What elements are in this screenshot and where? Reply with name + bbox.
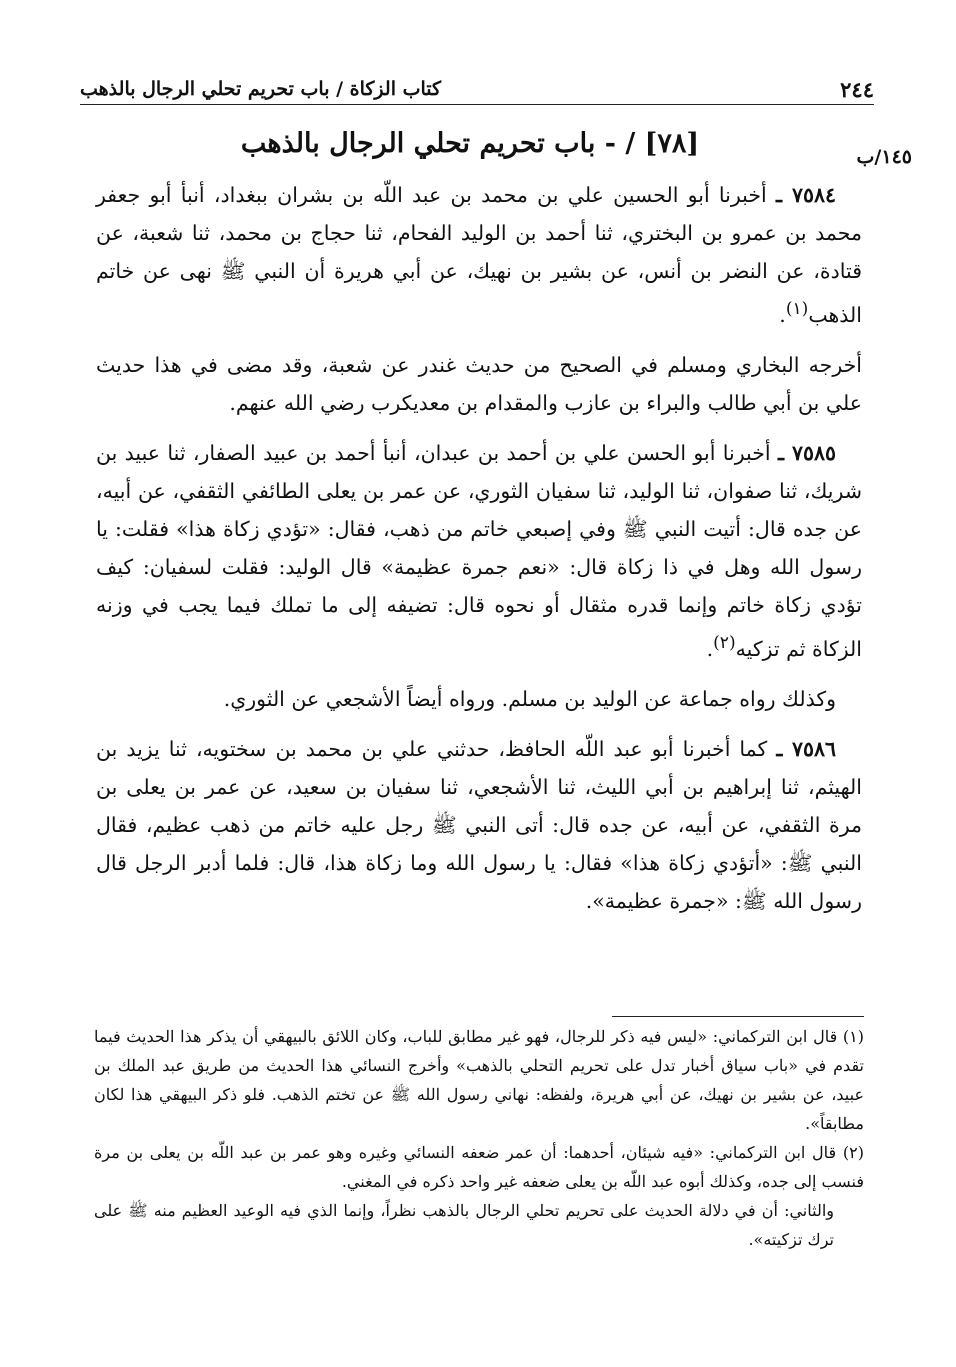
footnote-ref: (٢) [713,632,736,653]
footnote-rule [612,1016,864,1017]
page-number: ٢٤٤ [840,76,874,102]
paragraph-text: كما أخبرنا أبو عبد اللّه الحافظ، حدثني علي بن محمد بن سختويه، ثنا يزيد بن الهيثم، ثنا إبراهيم بن أبي الليث، ثنا الأشجعي، ثنا سفيان بن سعيد، عن عمر بن يعلى بن مرة الثقفي، عن أبيه، عن جده قال: أتى النبي ﷺ رجل عليه خاتم من ذهب عظيم، فقال النبي ﷺ: «أتؤدي زكاة هذا» فقال: يا رسول الله وما زكاة هذا، قال: فلما أدبر الرجل قال رسول الله ﷺ: «جمرة عظيمة». [96,736,862,913]
footnote-ref: (١) [785,299,809,319]
paragraph-text: أخرجه البخاري ومسلم في الصحيح من حديث غندر عن شعبة، وقد مضى في هذا حديث علي بن أبي طالب والبراء بن عازب والمقدام بن معديكرب رضي الله عنهم. [96,352,862,415]
hadith-number: ٧٥٨٥ ـ [777,440,836,465]
hadith-paragraph-7584 [96,176,862,334]
footnote-mark: (١) [842,1027,864,1046]
chapter-title: [٧٨] / - باب تحريم تحلي الرجال بالذهب [240,128,700,159]
footnote-1 [94,1022,864,1138]
footnotes [94,1022,864,1254]
hadith-number: ٧٥٨٤ ـ [776,183,836,207]
hadith-number: ٧٥٨٦ ـ [776,736,836,761]
paragraph-end: . [779,302,786,327]
running-header [80,74,874,105]
hadith-paragraph-7585 [96,434,862,668]
hadith-paragraph-7586 [96,730,862,920]
paragraph-text: أخبرنا أبو الحسين علي بن محمد بن عبد اللّه بن بشران ببغداد، أنبأ أبو جعفر محمد بن عمرو بن البختري، ثنا أحمد بن الوليد الفحام، ثنا حجاج بن محمد، ثنا شعبة، عن قتادة، عن النضر بن أنس، عن بشير بن نهيك، عن أبي هريرة أن النبي ﷺ نهى عن خاتم الذهب [96,183,862,327]
paragraph-text: وكذلك رواه جماعة عن الوليد بن مسلم. ورواه أيضاً الأشجعي عن الثوري. [223,686,836,711]
manuscript-folio-note: ١٤٥/ب [856,146,912,168]
footnote-2-continuation: والثاني: أن في دلالة الحديث على تحريم تحلي الرجال بالذهب نظراً، وإنما الذي فيه الوعيد العظيم منه ﷺ على ترك تزكيته». [94,1201,834,1249]
footnote-text: قال ابن التركماني: «فيه شيئان، أحدهما: أن عمر ضعفه النسائي وغيره وهو عمر بن عبد اللّه بن يعلى بن مرة فنسب إلى جده، وكذلك أبوه عبد اللّه بن يعلى ضعفه غير واحد ذكره في المغني. [94,1143,864,1191]
footnote-mark: (٢) [842,1143,864,1162]
main-text [96,176,862,932]
commentary-paragraph [96,680,862,718]
paragraph-text: أخبرنا أبو الحسن علي بن أحمد بن عبدان، أنبأ أحمد بن عبيد الصفار، ثنا عبيد بن شريك، ثنا صفوان، ثنا الوليد، ثنا سفيان الثوري، عن عمر بن يعلى الطائفي الثقفي، عن أبيه، عن جده قال: أتيت النبي ﷺ وفي إصبعي خاتم من ذهب، فقال: «تؤدي زكاة هذا» فقلت: يا رسول الله وهل في ذا زكاة قال: «نعم جمرة عظيمة» قال الوليد: فقلت لسفيان: كيف تؤدي زكاة خاتم وإنما قدره مثقال أو نحوه قال: تضيفه إلى ما تملك فيما يجب في وزنه الزكاة ثم تزكيه [96,440,862,661]
running-title: كتاب الزكاة / باب تحريم تحلي الرجال بالذهب [80,78,442,100]
commentary-paragraph [96,346,862,422]
paragraph-end: . [706,636,714,661]
footnote-2 [94,1138,864,1196]
footnote-text: قال ابن التركماني: «ليس فيه ذكر للرجال، فهو غير مطابق للباب، وكان اللائق بالبيهقي أن يذكر هذا الحديث فيما تقدم في «باب سياق أخبار تدل على تحريم التحلي بالذهب» وأخرج النسائي هذا الحديث من طريق عبد الملك بن عبيد، عن بشير بن نهيك، عن أبي هريرة، ولفظه: نهاني رسول الله ﷺ عن تختم الذهب. فلو ذكر البيهقي هذا لكان مطابقاً». [94,1027,864,1133]
